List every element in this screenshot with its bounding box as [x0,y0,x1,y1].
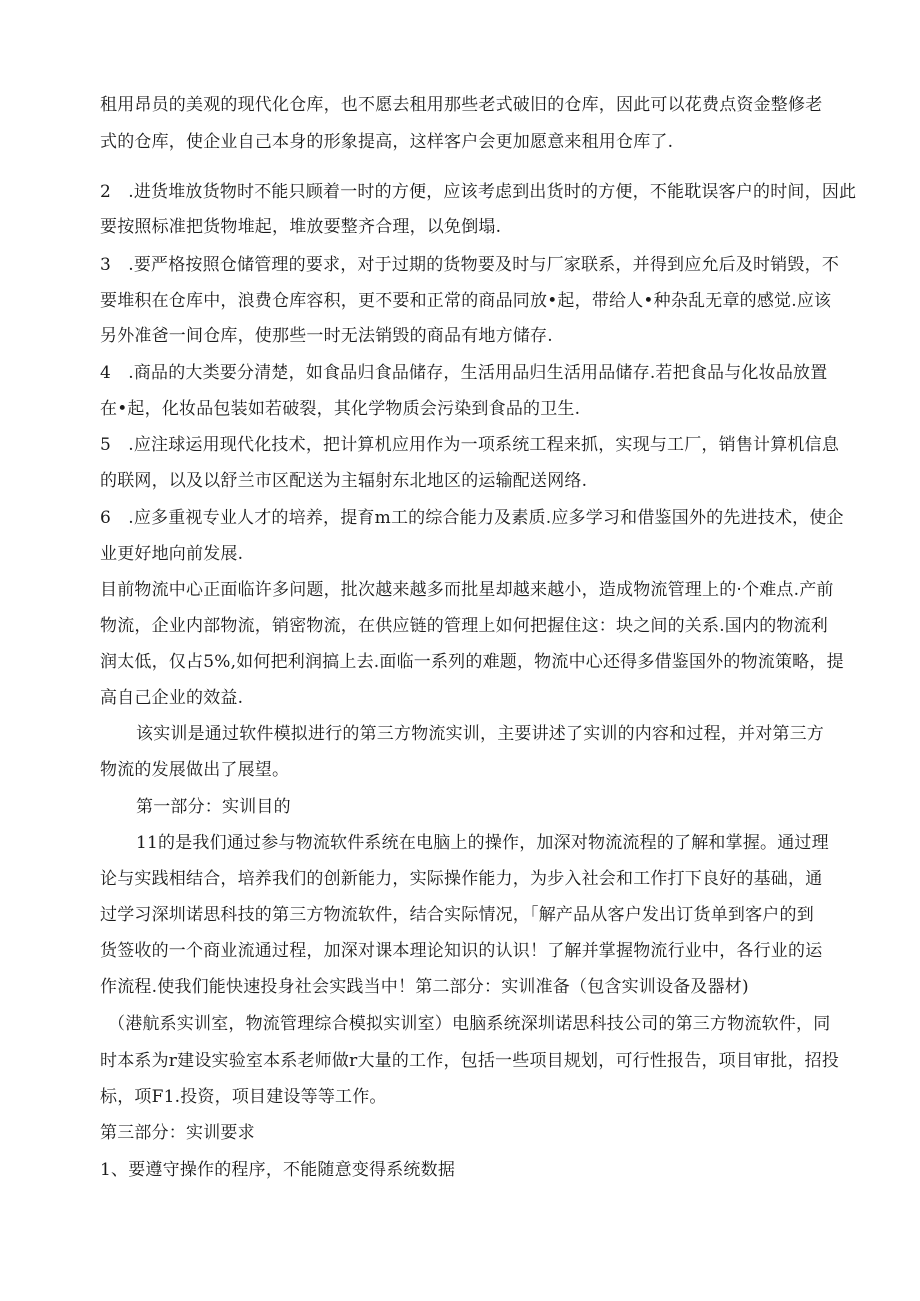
paragraph-line: 作流程.使我们能快速投身社会实践当中！第二部分：实训准备（包含实训设备及器材) [100,977,749,997]
paragraph-line: 该实训是通过软件模拟进行的第三方物流实训，主要讲述了实训的内容和过程，并对第三方 [136,724,824,744]
list-item-5: 5 .应注球运用现代化技术，把计算机应用作为一项系统工程来抓，实现与工厂，销售计算机信息 [100,435,840,455]
list-item-6: 6 .应多重视专业人才的培养，提育m工的综合能力及素质.应多学习和借鉴国外的先进技术，使企 [100,508,844,528]
text-line: 业更好地向前发展. [100,544,244,564]
paragraph-line: 过学习深圳诺思科技的第三方物流软件，结合实际情况，「解产品从客户发出订货单到客户的到 [100,905,814,925]
text-line: 要堆积在仓库中，浪费仓库容积，更不要和正常的商品同放•起，带给人•种杂乱无章的感觉.应该 [100,291,832,311]
list-item-3: 3 .要严格按照仓储管理的要求，对于过期的货物要及时与厂家联系，并得到应允后及时销毁，不 [100,255,840,275]
text-line: 要按照标准把货物堆起，堆放要整齐合理，以免倒塌. [100,217,502,237]
list-item-2: 2 .进货堆放货物时不能只顾着一时的方便，应该考虑到出货时的方便，不能耽误客户的时间，因此 [100,182,857,202]
paragraph-line: 时本系为r建设实验室本系老师做r大量的工作，包括一些项目规划，可行性报告，项目审批，招投 [100,1051,840,1071]
list-item-1: 1、要遵守操作的程序，不能随意变得系统数据 [100,1160,456,1180]
paragraph-line: 目前物流中心正面临许多问题，批次越来越多而批星却越来越小，造成物流管理上的·个难点.产前 [100,580,834,600]
text-line: 的联网，以及以舒兰市区配送为主辐射东北地区的运输配送网络. [100,471,588,491]
paragraph-line: （港航系实训室，物流管理综合模拟实训室）电脑系统深圳诺思科技公司的第三方物流软件，同 [108,1014,831,1034]
paragraph-line: 货签收的一个商业流通过程，加深对课本理论知识的认识！了解并掌握物流行业中，各行业的运 [100,941,823,961]
text-line: 另外准爸一间仓库，使那些一时无法销毁的商品有地方储存. [100,326,553,346]
section-heading: 第三部分：实训要求 [100,1123,255,1143]
paragraph-line: 润太低，仅占5%,如何把利润搞上去.面临一系列的难题，物流中心还得多借鉴国外的物流策略，提 [100,652,844,672]
paragraph-line: 物流的发展做出了展望。 [100,760,290,780]
list-item-4: 4 .商品的大类要分清楚，如食品归食品储存，生活用品归生活用品储存.若把食品与化妆品放置 [100,363,828,383]
text-line: 租用昂员的美观的现代化仓库，也不愿去租用那些老式破旧的仓库，因此可以花费点资金整修老 [100,95,823,115]
paragraph-line: 标，项F1.投资，项目建设等等工作。 [100,1087,387,1107]
paragraph-line: 物流，企业内部物流，销密物流，在供应链的管理上如何把握住这：块之间的关系.国内的物流利 [100,616,829,636]
section-heading: 第一部分：实训目的 [136,797,291,817]
paragraph-line: 论与实践相结合，培养我们的创新能力，实际操作能力，为步入社会和工作打下良好的基础，通 [100,869,823,889]
text-line: 式的仓库，使企业自己本身的形象提高，这样客户会更加愿意来租用仓库了. [100,132,674,152]
paragraph-line: 高自己企业的效益. [100,688,244,708]
text-line: 在•起，化妆品包装如若破裂，其化学物质会污染到食品的卫生. [100,399,581,419]
paragraph-line: 11的是我们通过参与物流软件系统在电脑上的操作，加深对物流流程的了解和掌握。通过理 [136,833,829,853]
